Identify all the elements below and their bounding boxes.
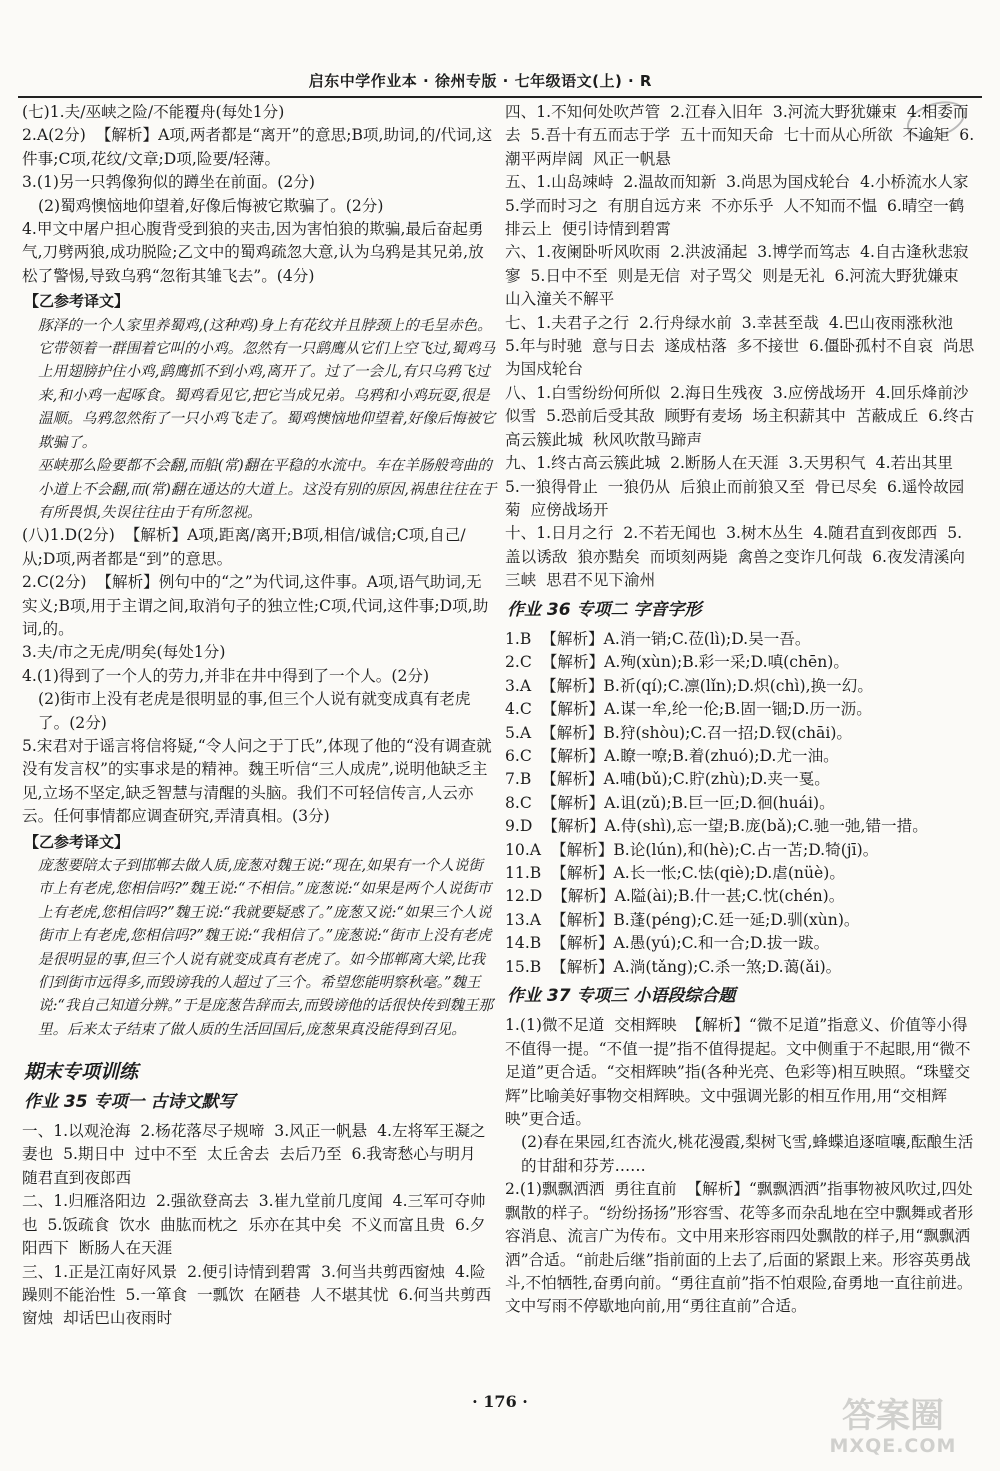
- answer-line: 三、1.正是江南好风景 2.便引诗情到碧霄 3.何当共剪西窗烛 4.险躁则不能治性 5.一箪食 一瓢饮 在陋巷 人不堪其忧 6.何当共剪西窗烛 却话巴山夜雨时: [22, 1262, 492, 1328]
- answer-line: 2.A(2分) 【解析】A项,两者都是“离开”的意思;B项,助词,的/代词,这件事;C项,花纹/文章;D项,险要/轻薄。: [22, 126, 493, 168]
- answer-line: 1.B 【解析】A.消一销;C.莅(lì);D.吴一吾。: [505, 629, 811, 648]
- answer-line: 11.B 【解析】A.长一怅;C.怯(qiè);D.虐(nüè)。: [505, 864, 845, 882]
- answer-line: (七)1.夫/巫峡之险/不能覆舟(每处1分): [22, 103, 285, 121]
- answer-line: 一、1.以观沧海 2.杨花落尽子规啼 3.风正一帆悬 4.左将军王凝之妻也 5.期日中 过中不至 太丘舍去 去后乃至 6.我寄愁心与明月 随君直到夜郎西: [22, 1122, 486, 1187]
- right-column: [505, 101, 977, 1376]
- answer-line: 8.C 【解析】A.诅(zǔ);B.巨一叵;D.徊(huái)。: [505, 793, 835, 812]
- answer-line: 12.D 【解析】A.隘(ài);B.什一甚;C.忱(chén)。: [505, 887, 845, 906]
- page-number: · 176 ·: [472, 1392, 528, 1411]
- answer-line: 十、1.日月之行 2.不若无闻也 3.树木丛生 4.随君直到夜郎西 5.盖以诱敌 狼亦黠矣 而顷刻两毙 禽兽之变诈几何哉 6.夜发清溪向三峡 思君不见下渝州: [505, 524, 965, 590]
- left-column: [22, 101, 497, 1376]
- answer-line: (2)蜀鸡懊恼地仰望着,好像后悔被它欺骗了。(2分): [38, 196, 384, 215]
- watermark-text: 答案圈: [842, 1396, 944, 1436]
- answer-line: 1.(1)微不足道 交相辉映 【解析】“微不足道”指意义、价值等小得不值得一提。“不值一提”指不值得提起。文中侧重于不起眼,用“微不足道”更合适。“交相辉映”指(各种光亮、色彩等)相互映照。“珠璧交辉”比喻美好事物交相辉映。文中强调光影的相互作用,用“交相辉映”更合适。: [505, 1016, 971, 1129]
- answer-line: 五、1.山岛竦峙 2.温故而知新 3.尚思为国戍轮台 4.小桥流水人家 5.学而时习之 有朋自远方来 不亦乐乎 人不知而不愠 6.晴空一鹤排云上 便引诗情到碧霄: [505, 173, 979, 239]
- homework-heading: 作业 36 专项二 字音字形: [507, 599, 702, 620]
- answer-line: 9.D 【解析】A.侍(shì),忘一望;B.庞(bǎ);C.驰一弛,错一措。: [505, 817, 928, 836]
- answer-line: 3.A 【解析】B.祈(qí);C.凛(lǐn);D.炽(chì),换一幻。: [505, 676, 873, 695]
- watermark-url: MXQE.COM: [829, 1435, 957, 1457]
- answer-line: 二、1.归雁洛阳边 2.强欲登高去 3.崔九堂前几度闻 4.三军可夺帅也 5.饭疏食 饮水 曲肱而枕之 乐亦在其中矣 不义而富且贵 6.夕阳西下 断肠人在天涯: [22, 1192, 486, 1258]
- homework-heading: 作业 35 专项一 古诗文默写: [24, 1091, 236, 1112]
- answer-line: 4.C 【解析】A.谋一牟,纶一伦;B.固一锢;D.历一沥。: [505, 700, 872, 719]
- answer-line: 15.B 【解析】A.淌(tǎng);C.杀一煞;D.蔼(ǎi)。: [505, 957, 842, 976]
- answer-line: 7.B 【解析】A.哺(bǔ);C.貯(zhù);D.夹一戛。: [505, 770, 830, 789]
- watermark-logo: [798, 1397, 988, 1463]
- answer-line: 2.C(2分) 【解析】例句中的“之”为代词,这件事。A项,语气助词,无实义;B项,用于主谓之间,取消句子的独立性;C项,代词,这件事;D项,助词,的。: [22, 573, 489, 638]
- answer-line: (2)街市上没有老虎是很明显的事,但三个人说有就变成真有老虎了。(2分): [38, 690, 471, 732]
- homework-heading: 作业 37 专项三 小语段综合题: [507, 986, 736, 1007]
- answer-line: 14.B 【解析】A.愚(yú);C.和一合;D.拔一跋。: [505, 934, 830, 953]
- answer-line: 3.夫/市之无虎/明矣(每处1分): [22, 643, 226, 662]
- translation-heading: 【乙参考译文】: [24, 832, 130, 851]
- answer-line: 四、1.不知何处吹芦管 2.江春入旧年 3.河流大野犹嫌束 4.相委而去 5.吾十有五而志于学 五十而知天命 七十而从心所欲 不逾矩 6.潮平两岸阔 风正一帆悬: [505, 103, 975, 168]
- section-title: 期末专项训练: [24, 1061, 139, 1084]
- answer-line: 5.宋君对于谣言将信将疑,“令人问之于丁氏”,体现了他的“没有调查就没有发言权”的实事求是的精神。魏王听信“三人成虎”,说明他缺乏主见,立场不坚定,缺乏智慧与清醒的头脑。我们不可轻信传言,人云亦云。任何事情都应调查研究,弄清真相。(3分): [22, 736, 492, 826]
- answer-line: 2.(1)飘飘洒洒 勇往直前 【解析】“飘飘洒洒”指事物被风吹过,四处飘散的样子。“纷纷扬扬”形容雪、花等多而杂乱地在空中飘舞或者形容消息、流言广为传布。文中用来形容雨四处飘散的样子,用“飘飘洒洒”合适。“前赴后继”指前面的上去了,后面的紧跟上来。形容英勇战斗,不怕牺牲,奋勇向前。“勇往直前”指不怕艰险,奋勇地一直往前进。文中写雨不停歇地向前,用“勇往直前”合适。: [505, 1180, 974, 1316]
- answer-line: 13.A 【解析】B.蓬(péng);C.廷一延;D.驯(xùn)。: [505, 910, 860, 929]
- answer-line: 5.A 【解析】B.狩(shòu);C.召一招;D.钗(chāi)。: [505, 723, 853, 742]
- answer-line: 3.(1)另一只鹁像狗似的蹲坐在前面。(2分): [22, 173, 315, 192]
- answer-line: 10.A 【解析】B.论(lún),和(hè);C.占一苫;D.犄(jī)。: [505, 840, 879, 859]
- answer-line: 八、1.白雪纷纷何所似 2.海日生残夜 3.应傍战场开 4.回乐烽前沙似雪 5.恐前后受其敌 顾野有麦场 场主积薪其中 苫蔽成丘 6.终古高云簇此城 秋风吹散马蹄声: [505, 383, 975, 449]
- translation-text: 豚泽的一个人家里养蜀鸡,(这种鸡)身上有花纹并且脖颈上的毛呈赤色。它带领着一群围着它叫的小鸡。忽然有一只鹞鹰从它们上空飞过,蜀鸡马上用翅膀护住小鸡,鹞鹰抓不到小鸡,离开了。过了一会儿,有只乌鸦飞过来,和小鸡一起啄食。蜀鸡看见它,把它当成兄弟。乌鸦和小鸡玩耍,很是温顺。乌鸦忽然衔了一只小鸡飞走了。蜀鸡懊恼地仰望着,好像后悔被它欺骗了。: [38, 316, 496, 451]
- page-header: [18, 62, 982, 98]
- answer-line: (2)春在果园,红杏流火,桃花漫霞,梨树飞雪,蜂蝶追逐喧嚷,酝酿生活的甘甜和芬芳……: [521, 1133, 974, 1175]
- translation-text: 巫峡那么险要都不会翻,而船(常)翻在平稳的水流中。车在羊肠般弯曲的小道上不会翻,而(常)翻在通达的大道上。这没有别的原因,祸患往往在于有所畏惧,失误往往由于有所忽视。: [38, 457, 497, 521]
- answer-line: 六、1.夜阑卧听风吹雨 2.洪波涌起 3.博学而笃志 4.自古逢秋悲寂寥 5.日中不至 则是无信 对子骂父 则是无礼 6.河流大野犹嫌束 山入潼关不解平: [505, 243, 969, 309]
- answer-line: 七、1.夫君子之行 2.行舟绿水前 3.幸甚至哉 4.巴山夜雨涨秋池 5.年与时驰 意与日去 遂成枯落 多不接世 6.僵卧孤村不自哀 尚思为国戍轮台: [505, 313, 975, 379]
- answer-line: 4.甲文中屠户担心腹背受到狼的夹击,因为害怕狼的欺骗,最后奋起勇气,刀劈两狼,成功脱险;乙文中的蜀鸡疏忽大意,认为乌鸦是其兄弟,放松了警惕,导致乌鸦“忽衔其雏飞去”。(4分): [22, 220, 484, 285]
- answer-line: (八)1.D(2分) 【解析】A项,距离/离开;B项,相信/诚信;C项,自己/从;D项,两者都是“到”的意思。: [22, 526, 466, 568]
- answer-line: 6.C 【解析】A.瞭一嘹;B.着(zhuó);D.尤一油。: [505, 746, 839, 765]
- translation-heading: 【乙参考译文】: [24, 292, 130, 311]
- translation-text: 庞葱要陪太子到邯郸去做人质,庞葱对魏王说:“现在,如果有一个人说街市上有老虎,您相信吗?”魏王说:“不相信。”庞葱说:“如果是两个人说街市上有老虎,您相信吗?”魏王说:“我就要疑惑了。”庞葱又说:“如果三个人说街市上有老虎,您相信吗?”魏王说:“我相信了。”庞葱说:“街市上没有老虎是很明显的事,但三个人说有就变成真有老虎了。如今邯郸离大梁,比我们到街市远得多,而毁谤我的人超过了三个。希望您能明察秋毫。”魏王说:“我自己知道分辨。”于是庞葱告辞而去,而毁谤他的话很快传到魏王那里。后来太子结束了做人质的生活回国后,庞葱果真没能得到召见。: [38, 857, 493, 1038]
- book-title: 启东中学作业本 · 徐州专版 · 七年级语文(上) · R: [308, 72, 652, 90]
- answer-line: 4.(1)得到了一个人的劳力,并非在井中得到了一个人。(2分): [22, 666, 430, 685]
- answer-line: 九、1.终古高云簇此城 2.断肠人在天涯 3.天男积气 4.若出其里 5.一狼得骨止 一狼仍从 后狼止而前狼又至 骨已尽矣 6.遥怜故园菊 应傍战场开: [505, 454, 965, 519]
- answer-line: 2.C 【解析】A.殉(xùn);B.彩一采;D.嗔(chēn)。: [505, 653, 849, 672]
